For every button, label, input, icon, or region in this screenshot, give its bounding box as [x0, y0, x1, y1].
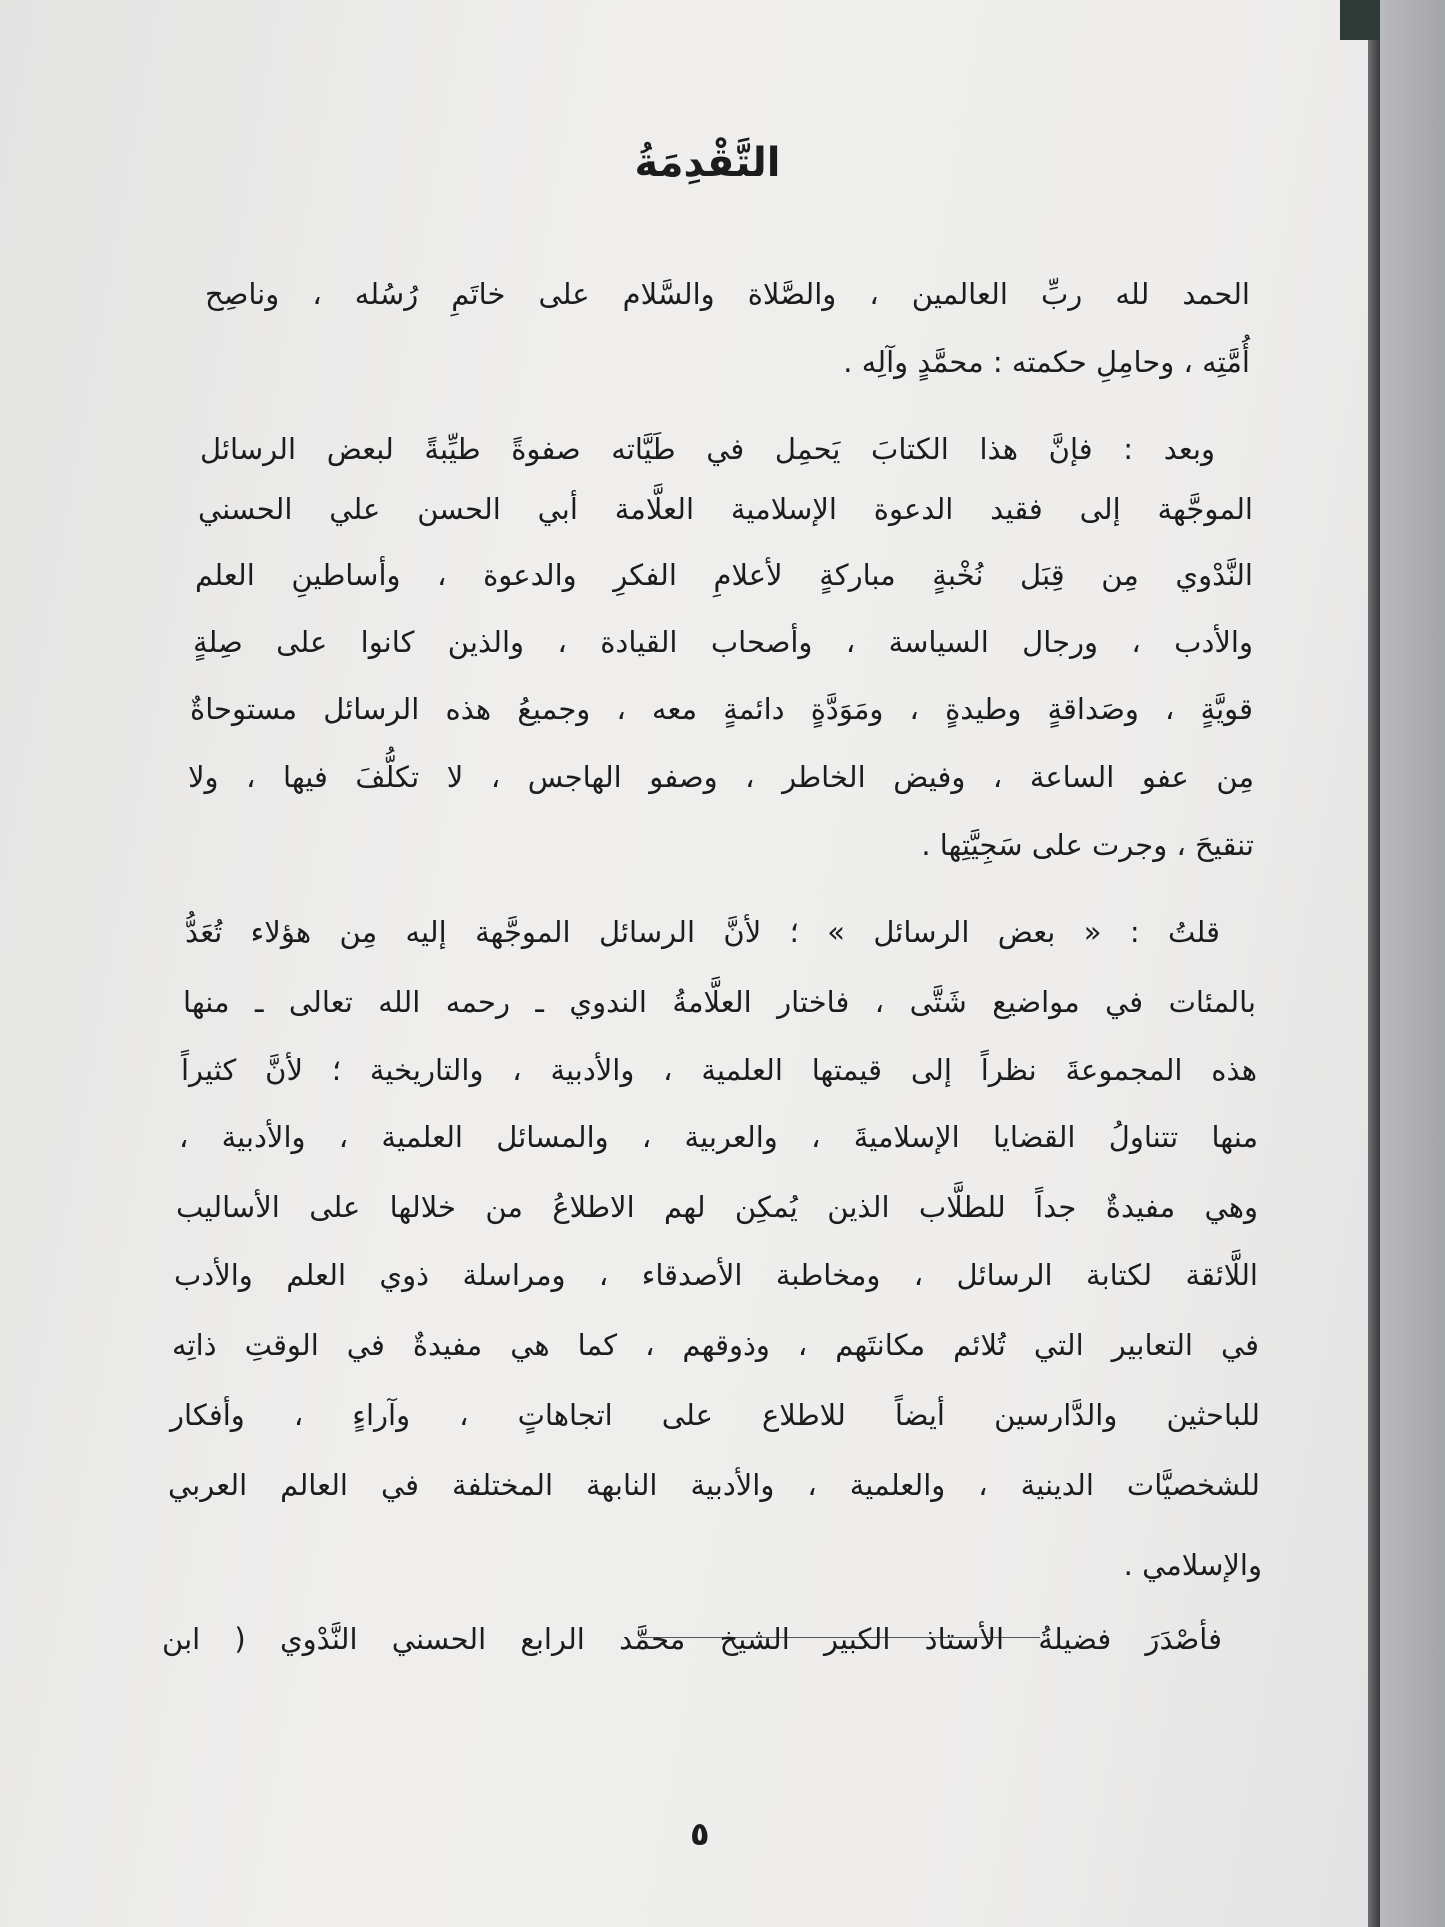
text-line: وبعد : فإنَّ هذا الكتابَ يَحمِل في طَيَّاته صفوةً طيِّبةً لبعض الرسائل — [200, 432, 1215, 466]
text-line: مِن عفو الساعة ، وفيض الخاطر ، وصفو الهاجس ، لا تكلُّفَ فيها ، ولا — [188, 760, 1254, 794]
page-title — [0, 140, 1445, 186]
book-spine-edge — [1368, 0, 1380, 1927]
page-number: ٥ — [690, 1815, 710, 1853]
text-line: النَّدْوي مِن قِبَل نُخْبةٍ مباركةٍ لأعلامِ الفكرِ والدعوة ، وأساطينِ العلم — [195, 558, 1253, 592]
text-line: وهي مفيدةٌ جداً للطلَّاب الذين يُمكِن لهم الاطلاعُ من خلالها على الأساليب — [176, 1190, 1258, 1224]
text-line: هذه المجموعةَ نظراً إلى قيمتها العلمية ، والأدبية ، والتاريخية ؛ لأنَّ كثيراً — [181, 1053, 1257, 1087]
text-line: للباحثين والدَّارسين أيضاً للاطلاع على اتجاهاتٍ ، وآراءٍ ، وأفكار — [170, 1398, 1260, 1432]
text-line: والإسلامي . — [1123, 1548, 1262, 1582]
background-surface — [1380, 0, 1445, 1927]
text-line: فأصْدَرَ فضيلةُ الأستاذ الكبير الشيخ محمَّد الرابع الحسني النَّدْوي ( ابن — [162, 1622, 1222, 1656]
text-line: منها تتناولُ القضايا الإسلاميةَ ، والعربية ، والمسائل العلمية ، والأدبية ، — [179, 1120, 1258, 1154]
book-cover-corner — [1340, 0, 1380, 40]
text-line: قويَّةٍ ، وصَداقةٍ وطيدةٍ ، ومَوَدَّةٍ دائمةٍ معه ، وجميعُ هذه الرسائل مستوحاةٌ — [190, 692, 1253, 726]
text-line: بالمئات في مواضيع شَتَّى ، فاختار العلَّامةُ الندوي ـ رحمه الله تعالى ـ منها — [183, 985, 1256, 1019]
text-line: في التعابير التي تُلائم مكانتَهم ، وذوقهم ، كما هي مفيدةٌ في الوقتِ ذاتِه — [172, 1328, 1259, 1362]
text-line: قلتُ : « بعض الرسائل » ؛ لأنَّ الرسائل الموجَّهة إليه مِن هؤلاء تُعَدُّ — [185, 915, 1220, 949]
text-line: للشخصيَّات الدينية ، والعلمية ، والأدبية النابهة المختلفة في العالم العربي — [168, 1468, 1260, 1502]
text-line: الحمد لله ربِّ العالمين ، والصَّلاة والسَّلام على خاتَمِ رُسُله ، وناصِح — [205, 277, 1250, 311]
text-line: اللَّائقة لكتابة الرسائل ، ومخاطبة الأصدقاء ، ومراسلة ذوي العلم والأدب — [174, 1258, 1258, 1292]
text-line: الموجَّهة إلى فقيد الدعوة الإسلامية العلَّامة أبي الحسن علي الحسني — [198, 492, 1253, 526]
title-text: التَّقْدِمَةُ — [634, 140, 781, 186]
text-line: والأدب ، ورجال السياسة ، وأصحاب القيادة ، والذين كانوا على صِلةٍ — [193, 625, 1253, 659]
text-line: أُمَّتِه ، وحامِلِ حكمته : محمَّدٍ وآلِه . — [843, 345, 1250, 379]
text-line: تنقيحَ ، وجرت على سَجِيَّتِها . — [921, 828, 1254, 862]
